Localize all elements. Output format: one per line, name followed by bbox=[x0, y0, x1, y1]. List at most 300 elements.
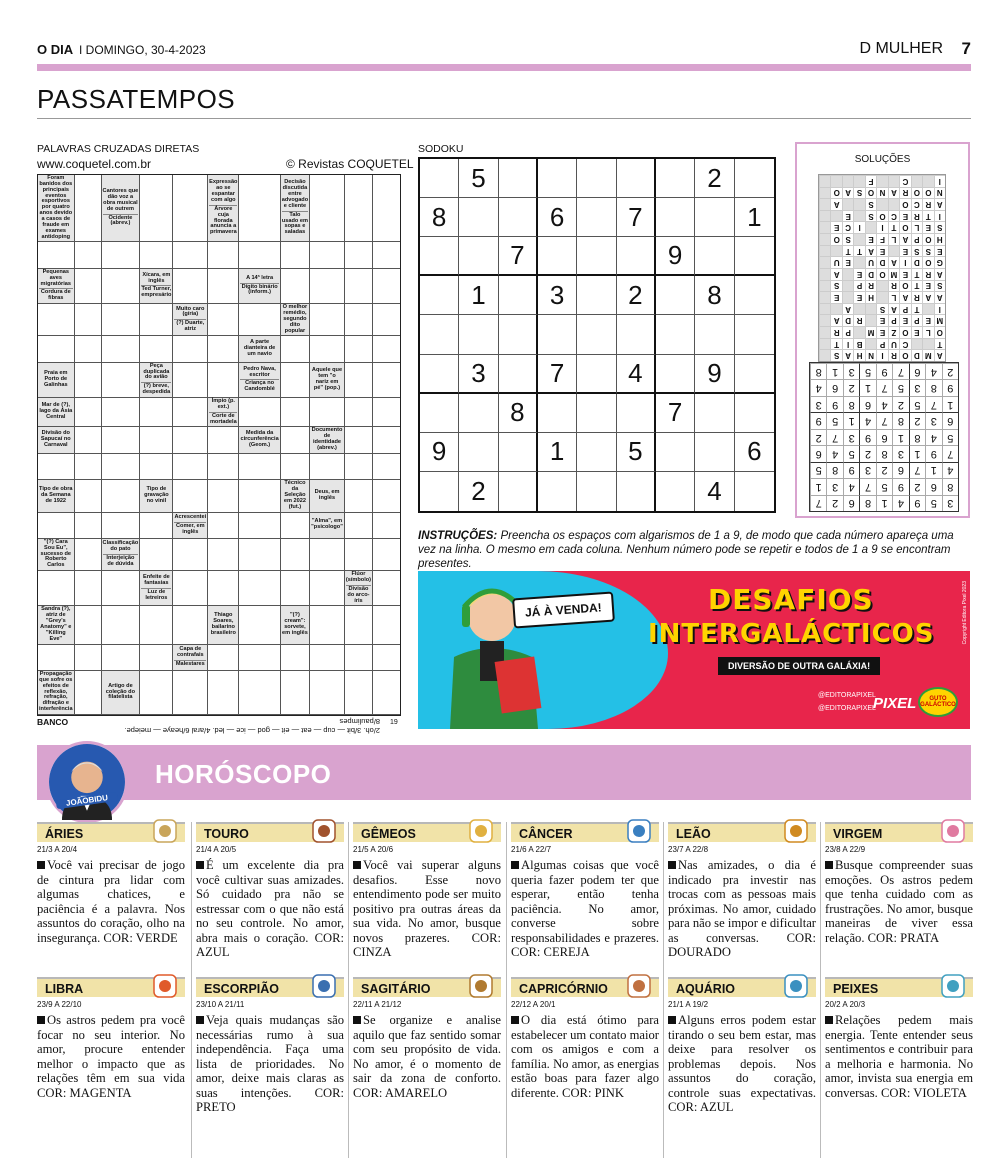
sudoku-empty-cell[interactable] bbox=[735, 315, 774, 354]
crossword-cell[interactable] bbox=[345, 363, 373, 398]
crossword-cell[interactable] bbox=[345, 175, 373, 242]
solution-digit: 2 bbox=[876, 462, 892, 478]
sudoku-given-cell[interactable]: 1 bbox=[538, 433, 577, 472]
crossword-cell[interactable] bbox=[373, 269, 400, 304]
crossword-cell[interactable] bbox=[239, 571, 280, 606]
crossword-cell[interactable] bbox=[75, 645, 102, 671]
crossword-cell[interactable] bbox=[239, 513, 280, 539]
crossword-cell[interactable] bbox=[173, 480, 208, 512]
sudoku-empty-cell[interactable] bbox=[499, 198, 538, 237]
sudoku-given-cell[interactable]: 6 bbox=[735, 433, 774, 472]
crossword-cell[interactable] bbox=[173, 269, 208, 304]
sudoku-empty-cell[interactable] bbox=[499, 472, 538, 511]
crossword-cell[interactable] bbox=[281, 645, 310, 671]
crossword-cell[interactable] bbox=[140, 304, 173, 336]
crossword-cell[interactable] bbox=[208, 539, 239, 571]
crossword-cell[interactable] bbox=[345, 671, 373, 715]
sudoku-given-cell[interactable]: 7 bbox=[617, 198, 656, 237]
sign-name: ESCORPIÃO bbox=[204, 982, 280, 996]
crossword-cell[interactable] bbox=[281, 571, 310, 606]
solution-digit: 9 bbox=[826, 396, 842, 412]
crossword-cell[interactable] bbox=[75, 269, 102, 304]
sudoku-empty-cell[interactable] bbox=[735, 237, 774, 276]
crossword-cell[interactable] bbox=[208, 304, 239, 336]
sudoku-empty-cell[interactable] bbox=[420, 394, 459, 433]
ad-banner[interactable] bbox=[418, 571, 970, 729]
horoscope-sign bbox=[353, 977, 501, 1123]
crossword-cell[interactable] bbox=[208, 336, 239, 362]
sudoku-empty-cell[interactable] bbox=[499, 276, 538, 315]
solution-letter: N bbox=[934, 187, 945, 199]
crossword-cell[interactable] bbox=[102, 398, 141, 427]
sudoku-given-cell[interactable]: 8 bbox=[420, 198, 459, 237]
crossword-cell[interactable] bbox=[140, 606, 173, 644]
solution-letter bbox=[842, 291, 853, 303]
crossword-cell[interactable] bbox=[281, 269, 310, 304]
crossword-cell[interactable] bbox=[345, 606, 373, 644]
sudoku-empty-cell[interactable] bbox=[538, 237, 577, 276]
crossword-cell[interactable] bbox=[345, 336, 373, 362]
crossword-cell[interactable] bbox=[239, 398, 280, 427]
crossword-cell[interactable] bbox=[173, 398, 208, 427]
crossword-cell[interactable] bbox=[310, 454, 345, 480]
crossword-cell[interactable] bbox=[208, 427, 239, 453]
sudoku-empty-cell[interactable] bbox=[538, 472, 577, 511]
crossword-cell[interactable] bbox=[239, 539, 280, 571]
crossword-cell[interactable] bbox=[373, 645, 400, 671]
sudoku-empty-cell[interactable] bbox=[538, 315, 577, 354]
solutions-title: SOLUÇÕES bbox=[854, 154, 911, 165]
crossword-cell[interactable] bbox=[373, 427, 400, 453]
sudoku-empty-cell[interactable] bbox=[420, 355, 459, 394]
solution-letter: M bbox=[922, 349, 933, 361]
crossword-cell[interactable] bbox=[102, 571, 141, 606]
crossword-cell[interactable] bbox=[345, 269, 373, 304]
crossword-cell[interactable] bbox=[373, 304, 400, 336]
sudoku-empty-cell[interactable] bbox=[577, 394, 616, 433]
sudoku-empty-cell[interactable] bbox=[735, 159, 774, 198]
crossword-cell[interactable] bbox=[373, 175, 400, 242]
crossword-cell[interactable] bbox=[239, 671, 280, 715]
crossword-cell[interactable] bbox=[373, 398, 400, 427]
sudoku-given-cell[interactable]: 4 bbox=[617, 355, 656, 394]
sudoku-empty-cell[interactable] bbox=[577, 237, 616, 276]
sudoku-empty-cell[interactable] bbox=[617, 159, 656, 198]
crossword-cell[interactable] bbox=[140, 539, 173, 571]
sudoku-empty-cell[interactable] bbox=[459, 315, 498, 354]
crossword-cell[interactable] bbox=[373, 242, 400, 268]
crossword-clue-text: Talo usado em sopas e saladas bbox=[281, 211, 308, 236]
solution-letter bbox=[865, 222, 876, 234]
crossword-cell[interactable] bbox=[102, 336, 141, 362]
sudoku-empty-cell[interactable] bbox=[656, 433, 695, 472]
solution-letter bbox=[842, 280, 853, 292]
sudoku-given-cell[interactable]: 3 bbox=[538, 276, 577, 315]
crossword-cell[interactable] bbox=[75, 606, 102, 644]
sign-name: LIBRA bbox=[45, 982, 84, 996]
sudoku-given-cell[interactable]: 1 bbox=[459, 276, 498, 315]
sudoku-empty-cell[interactable] bbox=[656, 276, 695, 315]
crossword-cell[interactable] bbox=[140, 175, 173, 242]
sudoku-empty-cell[interactable] bbox=[617, 394, 656, 433]
solution-letter bbox=[819, 338, 830, 350]
sudoku-empty-cell[interactable] bbox=[499, 433, 538, 472]
sudoku-empty-cell[interactable] bbox=[420, 237, 459, 276]
crossword-cell[interactable] bbox=[140, 336, 173, 362]
sudoku-empty-cell[interactable] bbox=[695, 237, 734, 276]
crossword-cell[interactable] bbox=[281, 539, 310, 571]
crossword-cell[interactable] bbox=[75, 336, 102, 362]
crossword-clue bbox=[173, 304, 208, 336]
crossword-cell[interactable] bbox=[75, 539, 102, 571]
solution-digit: 7 bbox=[942, 445, 958, 461]
crossword-cell[interactable] bbox=[75, 242, 102, 268]
crossword-clue bbox=[310, 480, 345, 512]
sudoku-empty-cell[interactable] bbox=[459, 198, 498, 237]
crossword-cell[interactable] bbox=[140, 645, 173, 671]
solution-digit: 7 bbox=[826, 429, 842, 445]
sudoku-empty-cell[interactable] bbox=[499, 315, 538, 354]
sudoku-empty-cell[interactable] bbox=[656, 472, 695, 511]
crossword-cell[interactable] bbox=[38, 242, 75, 268]
crossword-cell[interactable] bbox=[38, 454, 75, 480]
crossword-clue bbox=[140, 571, 173, 606]
sudoku-grid[interactable] bbox=[418, 157, 776, 513]
solution-digit: 5 bbox=[942, 429, 958, 445]
crossword-cell[interactable] bbox=[208, 269, 239, 304]
sudoku-given-cell[interactable]: 7 bbox=[499, 237, 538, 276]
sudoku-empty-cell[interactable] bbox=[459, 433, 498, 472]
crossword-clue-text: Criança no Candomblé bbox=[244, 380, 275, 393]
crossword-cell[interactable] bbox=[173, 242, 208, 268]
solution-letter: A bbox=[842, 187, 853, 199]
sudoku-empty-cell[interactable] bbox=[577, 355, 616, 394]
crossword-cell[interactable] bbox=[75, 571, 102, 606]
crossword-cell[interactable] bbox=[38, 645, 75, 671]
author-name: JOÃOBIDU bbox=[56, 792, 119, 810]
crossword-cell[interactable] bbox=[239, 242, 280, 268]
crossword-cell[interactable] bbox=[281, 427, 310, 453]
sudoku-empty-cell[interactable] bbox=[617, 237, 656, 276]
crossword-cell[interactable] bbox=[102, 606, 141, 644]
crossword-clue bbox=[38, 480, 75, 512]
sudoku-given-cell[interactable]: 9 bbox=[656, 237, 695, 276]
crossword-cell[interactable] bbox=[75, 513, 102, 539]
crossword-cell[interactable] bbox=[373, 513, 400, 539]
crossword-cell[interactable] bbox=[102, 645, 141, 671]
sudoku-empty-cell[interactable] bbox=[617, 315, 656, 354]
sudoku-given-cell[interactable]: 1 bbox=[735, 198, 774, 237]
crossword-cell[interactable] bbox=[345, 398, 373, 427]
crossword-cell[interactable] bbox=[208, 645, 239, 671]
crossword-cell[interactable] bbox=[281, 242, 310, 268]
solution-letter: T bbox=[888, 222, 899, 234]
crossword-clue-text: Ocidente (abrev.) bbox=[108, 214, 133, 227]
crossword-clue bbox=[310, 513, 345, 539]
crossword-cell[interactable] bbox=[239, 606, 280, 644]
crossword-cell[interactable] bbox=[373, 606, 400, 644]
crossword-clue-text: Árvore cuja florada anuncia a primavera bbox=[209, 205, 237, 236]
crossword-clue-text: Documento de identidade (abrev.) bbox=[311, 427, 343, 452]
sudoku-empty-cell[interactable] bbox=[420, 276, 459, 315]
sudoku-empty-cell[interactable] bbox=[735, 394, 774, 433]
crossword-cell[interactable] bbox=[345, 480, 373, 512]
solution-letter: I bbox=[934, 210, 945, 222]
crossword-cell[interactable] bbox=[239, 175, 280, 242]
sudoku-empty-cell[interactable] bbox=[538, 159, 577, 198]
crossword-cell[interactable] bbox=[310, 571, 345, 606]
sudoku-empty-cell[interactable] bbox=[656, 355, 695, 394]
crossword-cell[interactable] bbox=[310, 269, 345, 304]
crossword-cell[interactable] bbox=[373, 480, 400, 512]
sudoku-given-cell[interactable]: 3 bbox=[459, 355, 498, 394]
sudoku-empty-cell[interactable] bbox=[735, 355, 774, 394]
crossword-cell[interactable] bbox=[310, 175, 345, 242]
sudoku-empty-cell[interactable] bbox=[577, 198, 616, 237]
sudoku-empty-cell[interactable] bbox=[577, 315, 616, 354]
crossword-cell[interactable] bbox=[239, 454, 280, 480]
solution-letter: P bbox=[876, 338, 887, 350]
sudoku-given-cell[interactable]: 7 bbox=[538, 355, 577, 394]
crossword-clue bbox=[281, 304, 310, 336]
solution-letter: A bbox=[934, 291, 945, 303]
solution-digit: 4 bbox=[925, 363, 941, 379]
solution-letter bbox=[819, 291, 830, 303]
sudoku-given-cell[interactable]: 6 bbox=[538, 198, 577, 237]
crossword-cell[interactable] bbox=[173, 336, 208, 362]
sudoku-empty-cell[interactable] bbox=[695, 315, 734, 354]
crossword-clue-text: Acrescentei bbox=[174, 513, 207, 520]
crossword-cell[interactable] bbox=[102, 513, 141, 539]
solution-digit: 7 bbox=[810, 495, 826, 511]
solution-letter: O bbox=[899, 326, 910, 338]
crossword-cell[interactable] bbox=[345, 304, 373, 336]
crossword-cell[interactable] bbox=[102, 363, 141, 398]
crossword-cell[interactable] bbox=[281, 454, 310, 480]
crossword-cell[interactable] bbox=[173, 363, 208, 398]
crossword-cell[interactable] bbox=[208, 571, 239, 606]
crossword-cell[interactable] bbox=[345, 427, 373, 453]
sudoku-empty-cell[interactable] bbox=[656, 159, 695, 198]
sudoku-given-cell[interactable]: 2 bbox=[695, 159, 734, 198]
crossword-cell[interactable] bbox=[75, 363, 102, 398]
crossword-cell[interactable] bbox=[102, 269, 141, 304]
crossword-cell[interactable] bbox=[345, 454, 373, 480]
crossword-cell[interactable] bbox=[38, 571, 75, 606]
crossword-clue bbox=[102, 175, 141, 242]
crossword-cell[interactable] bbox=[281, 336, 310, 362]
solution-letter: C bbox=[911, 198, 922, 210]
crossword-bank-label: BANCO bbox=[37, 717, 69, 727]
solution-letter: M bbox=[888, 268, 899, 280]
crossword-cell[interactable] bbox=[281, 363, 310, 398]
sudoku-given-cell[interactable]: 8 bbox=[695, 276, 734, 315]
crossword-cell[interactable] bbox=[75, 398, 102, 427]
crossword-cell[interactable] bbox=[239, 480, 280, 512]
solution-letter: U bbox=[888, 338, 899, 350]
sudoku-empty-cell[interactable] bbox=[420, 159, 459, 198]
sudoku-empty-cell[interactable] bbox=[459, 237, 498, 276]
crossword-cell[interactable] bbox=[310, 671, 345, 715]
crossword-cell[interactable] bbox=[140, 427, 173, 453]
crossword-cell[interactable] bbox=[102, 480, 141, 512]
crossword-cell[interactable] bbox=[140, 454, 173, 480]
sudoku-given-cell[interactable]: 9 bbox=[695, 355, 734, 394]
solution-letter: O bbox=[876, 210, 887, 222]
crossword-cell[interactable] bbox=[373, 539, 400, 571]
crossword-clue bbox=[102, 671, 141, 715]
solution-letter bbox=[853, 303, 864, 315]
solution-letter: A bbox=[888, 187, 899, 199]
crossword-cell[interactable] bbox=[173, 571, 208, 606]
crossword-cell[interactable] bbox=[208, 242, 239, 268]
crossword-cell[interactable] bbox=[173, 606, 208, 644]
solution-letter bbox=[819, 256, 830, 268]
crossword-cell[interactable] bbox=[38, 304, 75, 336]
sudoku-given-cell[interactable]: 8 bbox=[499, 394, 538, 433]
crossword-cell[interactable] bbox=[75, 671, 102, 715]
sign-forecast bbox=[511, 858, 659, 960]
crossword-cell[interactable] bbox=[373, 363, 400, 398]
crossword-cell[interactable] bbox=[75, 175, 102, 242]
solution-letter: O bbox=[934, 326, 945, 338]
solution-letter: O bbox=[876, 268, 887, 280]
sudoku-empty-cell[interactable] bbox=[735, 472, 774, 511]
crossword-cell[interactable] bbox=[310, 336, 345, 362]
sudoku-empty-cell[interactable] bbox=[695, 433, 734, 472]
crossword-cell[interactable] bbox=[173, 671, 208, 715]
sudoku-empty-cell[interactable] bbox=[538, 394, 577, 433]
crossword-grid[interactable] bbox=[37, 174, 401, 716]
solution-digit: 4 bbox=[942, 462, 958, 478]
crossword-cell[interactable] bbox=[140, 398, 173, 427]
sudoku-empty-cell[interactable] bbox=[577, 276, 616, 315]
twins-icon bbox=[469, 819, 493, 843]
sudoku-empty-cell[interactable] bbox=[695, 198, 734, 237]
crossword-cell[interactable] bbox=[208, 480, 239, 512]
crossword-cell[interactable] bbox=[75, 454, 102, 480]
sign-forecast-text: É um excelente dia pra você cultivar suas amizades. Só cuidado pra não se estressar com o que não está no seu controle. No amor, abra mais o coração. COR: AZUL bbox=[196, 858, 344, 959]
crossword-cell[interactable] bbox=[310, 606, 345, 644]
crossword-cell[interactable] bbox=[373, 454, 400, 480]
crossword-cell[interactable] bbox=[310, 242, 345, 268]
sudoku-empty-cell[interactable] bbox=[459, 394, 498, 433]
solution-digit: 2 bbox=[826, 495, 842, 511]
column-divider bbox=[663, 822, 664, 1158]
sign-forecast-text: Busque compreender suas emoções. Os astros pedem que tenha cuidado com as frustrações. No amor, busque maneiras de viver essa relação. COR: PRATA bbox=[825, 858, 973, 945]
solution-letter: C bbox=[842, 222, 853, 234]
sudoku-empty-cell[interactable] bbox=[577, 159, 616, 198]
solution-digit: 8 bbox=[859, 495, 875, 511]
crossword-cell[interactable] bbox=[373, 671, 400, 715]
sudoku-empty-cell[interactable] bbox=[695, 394, 734, 433]
crossword-cell[interactable] bbox=[310, 539, 345, 571]
crossword-cell[interactable] bbox=[173, 175, 208, 242]
sudoku-empty-cell[interactable] bbox=[499, 355, 538, 394]
crossword-cell[interactable] bbox=[281, 398, 310, 427]
sudoku-empty-cell[interactable] bbox=[656, 315, 695, 354]
crossword-cell[interactable] bbox=[310, 398, 345, 427]
crossword-cell[interactable] bbox=[310, 645, 345, 671]
sudoku-empty-cell[interactable] bbox=[656, 198, 695, 237]
sign-forecast-text: O dia está ótimo para estabelecer um contato maior com os amigos e com a família. No amor, as energias estão boas para fazer algo diferente. COR: PINK bbox=[511, 1013, 659, 1100]
sudoku-given-cell[interactable]: 7 bbox=[656, 394, 695, 433]
crossword-clue-text: A parte dianteira de um navio bbox=[243, 339, 276, 357]
crossword-cell[interactable] bbox=[140, 242, 173, 268]
solution-letter: S bbox=[934, 222, 945, 234]
sudoku-given-cell[interactable]: 5 bbox=[459, 159, 498, 198]
crossword-cell[interactable] bbox=[239, 645, 280, 671]
sudoku-empty-cell[interactable] bbox=[577, 433, 616, 472]
crossword-cell[interactable] bbox=[345, 645, 373, 671]
crossword-clue-text: Xícara, em inglês bbox=[142, 271, 171, 284]
solution-letter: M bbox=[934, 315, 945, 327]
crossword-cell[interactable] bbox=[208, 363, 239, 398]
crossword-cell[interactable] bbox=[102, 242, 141, 268]
crossword-cell[interactable] bbox=[345, 513, 373, 539]
sudoku-empty-cell[interactable] bbox=[420, 315, 459, 354]
crossword-cell[interactable] bbox=[102, 454, 141, 480]
column-divider bbox=[506, 822, 507, 1158]
crossword-cell[interactable] bbox=[208, 671, 239, 715]
crossword-cell[interactable] bbox=[173, 427, 208, 453]
sign-forecast-text: Algumas coisas que você queria fazer podem ter que esperar, então tenha paciência. No amor, converse sobre responsabilidades e prazeres. COR: CEREJA bbox=[511, 858, 659, 959]
crossword-cell[interactable] bbox=[173, 539, 208, 571]
crossword-cell[interactable] bbox=[75, 304, 102, 336]
sudoku-empty-cell[interactable] bbox=[499, 159, 538, 198]
crossword-cell[interactable] bbox=[345, 539, 373, 571]
sudoku-given-cell[interactable]: 2 bbox=[617, 276, 656, 315]
crossword-cell[interactable] bbox=[75, 480, 102, 512]
crossword-cell[interactable] bbox=[373, 571, 400, 606]
solution-letter: E bbox=[899, 245, 910, 257]
horoscope-sign bbox=[353, 822, 501, 968]
sudoku-empty-cell[interactable] bbox=[735, 276, 774, 315]
crossword-clue bbox=[281, 480, 310, 512]
crossword-cell[interactable] bbox=[281, 671, 310, 715]
crossword-cell[interactable] bbox=[38, 336, 75, 362]
crossword-cell[interactable] bbox=[102, 427, 141, 453]
crossword-cell[interactable] bbox=[75, 427, 102, 453]
sudoku-empty-cell[interactable] bbox=[617, 472, 656, 511]
sudoku-empty-cell[interactable] bbox=[577, 472, 616, 511]
sudoku-given-cell[interactable]: 4 bbox=[695, 472, 734, 511]
crossword-cell[interactable] bbox=[208, 454, 239, 480]
crossword-clue-text: Dígito binário (inform.) bbox=[241, 283, 278, 296]
sudoku-given-cell[interactable]: 2 bbox=[459, 472, 498, 511]
crossword-cell[interactable] bbox=[373, 336, 400, 362]
solution-digit: 4 bbox=[859, 412, 875, 428]
crossword-cell[interactable] bbox=[208, 513, 239, 539]
crossword-cell[interactable] bbox=[310, 304, 345, 336]
crossword-cell[interactable] bbox=[281, 513, 310, 539]
crossword-cell[interactable] bbox=[38, 513, 75, 539]
solution-letter: R bbox=[922, 198, 933, 210]
solution-letter: O bbox=[899, 280, 910, 292]
crossword-cell[interactable] bbox=[345, 242, 373, 268]
sudoku-given-cell[interactable]: 9 bbox=[420, 433, 459, 472]
crossword-cell[interactable] bbox=[102, 304, 141, 336]
sudoku-empty-cell[interactable] bbox=[420, 472, 459, 511]
sudoku-given-cell[interactable]: 5 bbox=[617, 433, 656, 472]
solution-digit: 3 bbox=[843, 363, 859, 379]
crossword-cell[interactable] bbox=[239, 304, 280, 336]
horoscope-sign bbox=[196, 822, 344, 968]
crossword-cell[interactable] bbox=[140, 671, 173, 715]
solution-letter bbox=[876, 198, 887, 210]
crossword-cell[interactable] bbox=[173, 454, 208, 480]
crossword-cell[interactable] bbox=[140, 513, 173, 539]
